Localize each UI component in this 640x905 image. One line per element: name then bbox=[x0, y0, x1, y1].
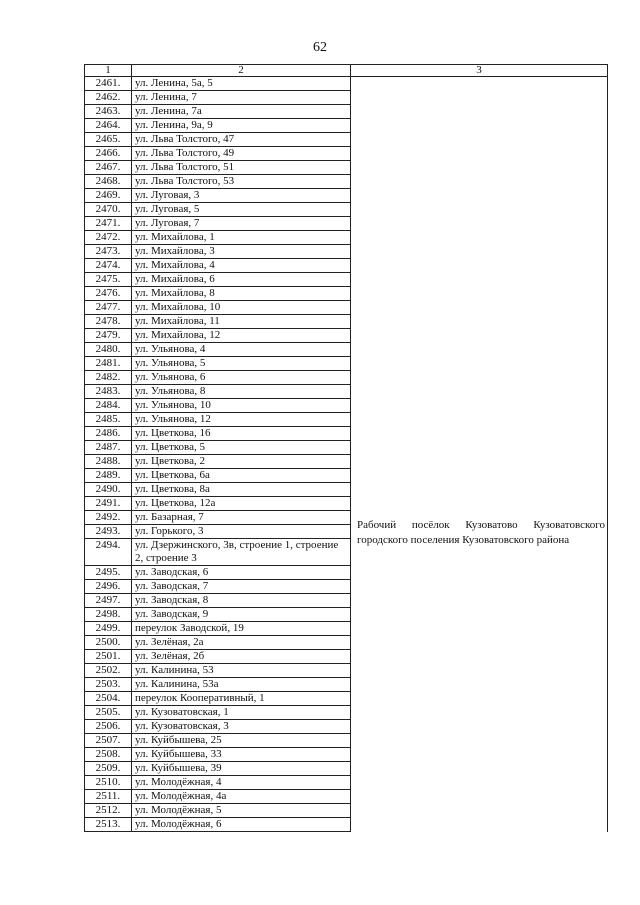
page-number: 62 bbox=[313, 40, 327, 55]
row-number: 2487. bbox=[85, 441, 132, 455]
row-number: 2481. bbox=[85, 357, 132, 371]
row-address: ул. Ленина, 5а, 5 bbox=[132, 77, 351, 91]
row-number: 2479. bbox=[85, 329, 132, 343]
row-number: 2509. bbox=[85, 762, 132, 776]
row-address: ул. Заводская, 8 bbox=[132, 594, 351, 608]
row-number: 2473. bbox=[85, 245, 132, 259]
row-number: 2466. bbox=[85, 147, 132, 161]
row-number: 2503. bbox=[85, 678, 132, 692]
row-number: 2483. bbox=[85, 385, 132, 399]
row-address: ул. Льва Толстого, 53 bbox=[132, 175, 351, 189]
row-address: ул. Михайлова, 1 bbox=[132, 231, 351, 245]
row-address: ул. Ленина, 9а, 9 bbox=[132, 119, 351, 133]
row-address: ул. Михайлова, 10 bbox=[132, 301, 351, 315]
row-number: 2478. bbox=[85, 315, 132, 329]
row-address: ул. Калинина, 53а bbox=[132, 678, 351, 692]
row-address: ул. Молодёжная, 4 bbox=[132, 776, 351, 790]
row-address: ул. Цветкова, 8а bbox=[132, 483, 351, 497]
row-address: ул. Зелёная, 2б bbox=[132, 650, 351, 664]
row-number: 2470. bbox=[85, 203, 132, 217]
row-address: ул. Ленина, 7а bbox=[132, 105, 351, 119]
row-number: 2507. bbox=[85, 734, 132, 748]
row-address: ул. Михайлова, 6 bbox=[132, 273, 351, 287]
row-number: 2504. bbox=[85, 692, 132, 706]
row-address: ул. Ульянова, 10 bbox=[132, 399, 351, 413]
row-address: ул. Михайлова, 4 bbox=[132, 259, 351, 273]
table-row bbox=[85, 77, 608, 91]
row-number: 2477. bbox=[85, 301, 132, 315]
row-address: переулок Заводской, 19 bbox=[132, 622, 351, 636]
row-address: ул. Луговая, 3 bbox=[132, 189, 351, 203]
row-address: ул. Ульянова, 12 bbox=[132, 413, 351, 427]
row-address: ул. Ульянова, 8 bbox=[132, 385, 351, 399]
row-number: 2496. bbox=[85, 580, 132, 594]
row-number: 2476. bbox=[85, 287, 132, 301]
row-address: ул. Михайлова, 8 bbox=[132, 287, 351, 301]
row-number: 2511. bbox=[85, 790, 132, 804]
column-header-1: 1 bbox=[85, 65, 132, 77]
row-number: 2461. bbox=[85, 77, 132, 91]
row-number: 2474. bbox=[85, 259, 132, 273]
row-number: 2494. bbox=[85, 539, 132, 566]
row-address: ул. Михайлова, 3 bbox=[132, 245, 351, 259]
address-table-body bbox=[85, 65, 608, 832]
row-number: 2493. bbox=[85, 525, 132, 539]
column-header-3: 3 bbox=[351, 65, 608, 77]
row-address: ул. Куйбышева, 25 bbox=[132, 734, 351, 748]
row-address: ул. Молодёжная, 6 bbox=[132, 818, 351, 832]
row-address: ул. Заводская, 6 bbox=[132, 566, 351, 580]
row-address: ул. Зелёная, 2а bbox=[132, 636, 351, 650]
row-number: 2469. bbox=[85, 189, 132, 203]
row-address: ул. Куйбышева, 33 bbox=[132, 748, 351, 762]
row-number: 2486. bbox=[85, 427, 132, 441]
row-address: ул. Молодёжная, 4а bbox=[132, 790, 351, 804]
row-address: ул. Куйбышева, 39 bbox=[132, 762, 351, 776]
row-address: ул. Цветкова, 5 bbox=[132, 441, 351, 455]
row-address: ул. Базарная, 7 bbox=[132, 511, 351, 525]
row-number: 2484. bbox=[85, 399, 132, 413]
row-address: ул. Цветкова, 2 bbox=[132, 455, 351, 469]
row-address: ул. Кузоватовская, 3 bbox=[132, 720, 351, 734]
row-number: 2491. bbox=[85, 497, 132, 511]
row-number: 2492. bbox=[85, 511, 132, 525]
row-address: ул. Дзержинского, 3в, строение 1, строение 2, строение 3 bbox=[132, 539, 351, 566]
row-address: ул. Луговая, 5 bbox=[132, 203, 351, 217]
row-number: 2502. bbox=[85, 664, 132, 678]
row-address: ул. Заводская, 7 bbox=[132, 580, 351, 594]
row-number: 2500. bbox=[85, 636, 132, 650]
column-header-2: 2 bbox=[132, 65, 351, 77]
row-number: 2464. bbox=[85, 119, 132, 133]
row-number: 2468. bbox=[85, 175, 132, 189]
row-number: 2506. bbox=[85, 720, 132, 734]
row-number: 2512. bbox=[85, 804, 132, 818]
row-number: 2498. bbox=[85, 608, 132, 622]
row-address: ул. Молодёжная, 5 bbox=[132, 804, 351, 818]
row-address: ул. Кузоватовская, 1 bbox=[132, 706, 351, 720]
row-address: ул. Цветкова, 6а bbox=[132, 469, 351, 483]
row-number: 2475. bbox=[85, 273, 132, 287]
row-address: ул. Калинина, 53 bbox=[132, 664, 351, 678]
row-number: 2510. bbox=[85, 776, 132, 790]
row-address: ул. Луговая, 7 bbox=[132, 217, 351, 231]
table-header-row bbox=[85, 65, 608, 77]
row-number: 2480. bbox=[85, 343, 132, 357]
row-number: 2490. bbox=[85, 483, 132, 497]
row-address: ул. Цветкова, 16 bbox=[132, 427, 351, 441]
row-address: ул. Михайлова, 11 bbox=[132, 315, 351, 329]
row-number: 2467. bbox=[85, 161, 132, 175]
row-address: ул. Ульянова, 4 bbox=[132, 343, 351, 357]
row-address: ул. Михайлова, 12 bbox=[132, 329, 351, 343]
row-number: 2501. bbox=[85, 650, 132, 664]
row-address: ул. Льва Толстого, 47 bbox=[132, 133, 351, 147]
row-number: 2485. bbox=[85, 413, 132, 427]
row-number: 2505. bbox=[85, 706, 132, 720]
row-number: 2488. bbox=[85, 455, 132, 469]
row-address: ул. Горького, 3 bbox=[132, 525, 351, 539]
row-number: 2463. bbox=[85, 105, 132, 119]
row-address: ул. Цветкова, 12а bbox=[132, 497, 351, 511]
row-address: ул. Ульянова, 6 bbox=[132, 371, 351, 385]
locality-column bbox=[351, 77, 608, 832]
address-table bbox=[84, 64, 608, 832]
row-number: 2489. bbox=[85, 469, 132, 483]
row-address: ул. Льва Толстого, 51 bbox=[132, 161, 351, 175]
row-address: ул. Ленина, 7 bbox=[132, 91, 351, 105]
locality-text: Рабочий посёлок Кузоватово Кузоватовского городского поселения Кузоватовского района bbox=[357, 519, 605, 546]
row-number: 2472. bbox=[85, 231, 132, 245]
row-number: 2495. bbox=[85, 566, 132, 580]
row-number: 2482. bbox=[85, 371, 132, 385]
row-address: ул. Ульянова, 5 bbox=[132, 357, 351, 371]
row-number: 2513. bbox=[85, 818, 132, 832]
row-address: переулок Кооперативный, 1 bbox=[132, 692, 351, 706]
row-number: 2471. bbox=[85, 217, 132, 231]
row-number: 2462. bbox=[85, 91, 132, 105]
row-number: 2465. bbox=[85, 133, 132, 147]
row-number: 2497. bbox=[85, 594, 132, 608]
row-number: 2499. bbox=[85, 622, 132, 636]
row-address: ул. Заводская, 9 bbox=[132, 608, 351, 622]
row-address: ул. Льва Толстого, 49 bbox=[132, 147, 351, 161]
row-number: 2508. bbox=[85, 748, 132, 762]
